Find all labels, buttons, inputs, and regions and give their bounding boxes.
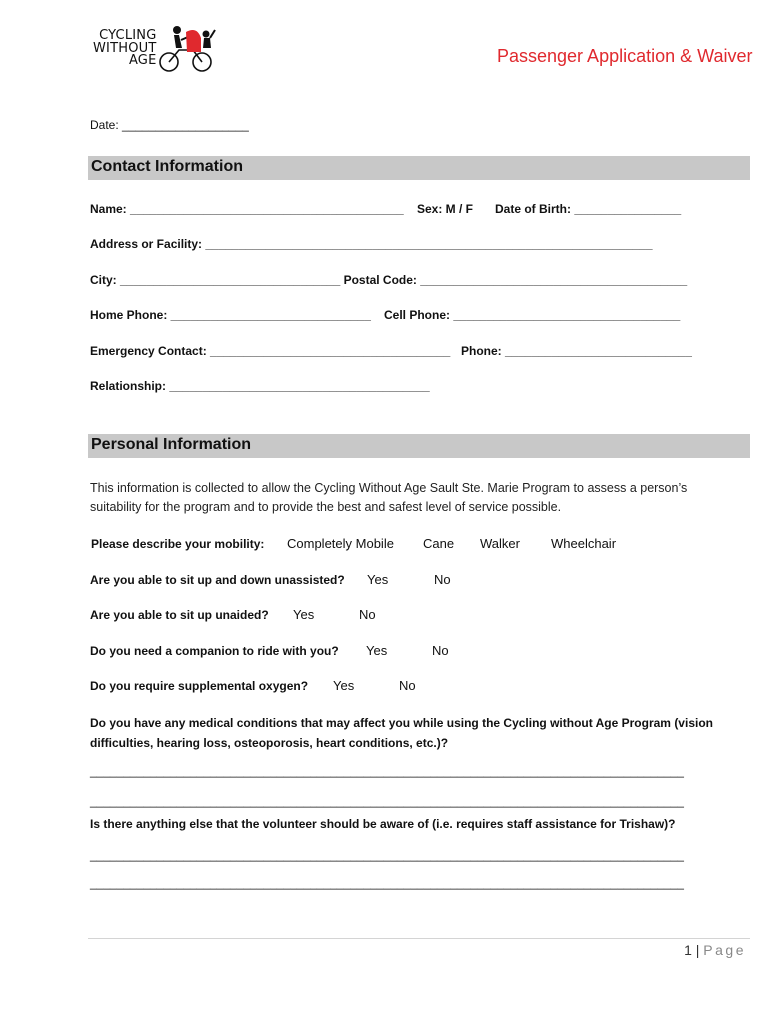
mobility-option-cane[interactable]: Cane	[423, 536, 455, 551]
other-answer-line-1[interactable]: _________________________________________________________________________________________	[90, 848, 684, 862]
logo-line-1: CYCLING	[99, 28, 157, 43]
name-field[interactable]: Name: _________________________________________	[90, 202, 404, 216]
sit-assist-no[interactable]: No	[434, 572, 451, 587]
companion-yes[interactable]: Yes	[366, 643, 388, 658]
page-footer	[684, 942, 746, 958]
personal-heading: Personal Information	[91, 436, 252, 453]
relationship-field[interactable]: Relationship: _______________________________________	[90, 379, 430, 393]
sex-field[interactable]: Sex: M / F	[417, 202, 474, 216]
sit-assist-question: Are you able to sit up and down unassisted?	[90, 573, 345, 587]
personal-section-header	[88, 434, 750, 458]
logo-line-3: AGE	[128, 53, 157, 68]
emergency-phone-field[interactable]: Phone: ____________________________	[461, 344, 692, 358]
sit-unaided-no[interactable]: No	[359, 607, 376, 622]
medical-answer-line-1[interactable]: _________________________________________________________________________________________	[90, 764, 684, 778]
trishaw-logo-icon	[157, 24, 219, 74]
medical-answer-line-2[interactable]: _________________________________________________________________________________________	[90, 794, 684, 808]
mobility-question: Please describe your mobility:	[91, 537, 265, 551]
dob-field[interactable]: Date of Birth: ________________	[495, 202, 682, 216]
mobility-option-mobile[interactable]: Completely Mobile	[287, 536, 394, 551]
oxygen-question: Do you require supplemental oxygen?	[90, 679, 309, 693]
mobility-option-walker[interactable]: Walker	[480, 536, 520, 551]
logo-line-2: WITHOUT	[93, 40, 157, 56]
logo-wordmark	[93, 30, 157, 68]
city-postal-field[interactable]: City: _________________________________ Postal Code: ________________________________________	[90, 273, 688, 287]
medical-question: Do you have any medical conditions that may affect you while using the Cycling without Age Program (vision difficulties, hearing loss, osteoporosis, heart conditions, etc.)?	[90, 716, 713, 750]
page-number: 1	[684, 942, 692, 958]
companion-no[interactable]: No	[432, 643, 449, 658]
contact-section-header	[88, 156, 750, 180]
footer-divider	[88, 938, 750, 939]
page-separator: |	[695, 942, 700, 958]
companion-question: Do you need a companion to ride with you?	[90, 644, 339, 658]
document-title: Passenger Application & Waiver	[497, 46, 753, 66]
oxygen-no[interactable]: No	[399, 678, 416, 693]
other-info-question: Is there anything else that the volunteer should be aware of (i.e. requires staff assistance for Trishaw)?	[90, 817, 676, 831]
home-phone-field[interactable]: Home Phone: ______________________________	[90, 308, 371, 322]
oxygen-yes[interactable]: Yes	[333, 678, 355, 693]
emergency-contact-field[interactable]: Emergency Contact: ____________________________________	[90, 344, 451, 358]
cell-phone-field[interactable]: Cell Phone: __________________________________	[384, 308, 681, 322]
date-field[interactable]: Date: ___________________	[90, 118, 249, 132]
sit-unaided-question: Are you able to sit up unaided?	[90, 608, 269, 622]
sit-unaided-yes[interactable]: Yes	[293, 607, 315, 622]
other-answer-line-2[interactable]: _________________________________________________________________________________________	[90, 876, 684, 890]
address-field[interactable]: Address or Facility: ___________________________________________________________________	[90, 237, 653, 251]
mobility-option-wheelchair[interactable]: Wheelchair	[551, 536, 617, 551]
contact-heading: Contact Information	[91, 158, 243, 175]
page-word: Page	[703, 942, 746, 958]
intro-paragraph: This information is collected to allow the Cycling Without Age Sault Ste. Marie Program to assess a person’s suitability for the program and to provide the best and safest level of service possible.	[90, 481, 688, 514]
sit-assist-yes[interactable]: Yes	[367, 572, 389, 587]
